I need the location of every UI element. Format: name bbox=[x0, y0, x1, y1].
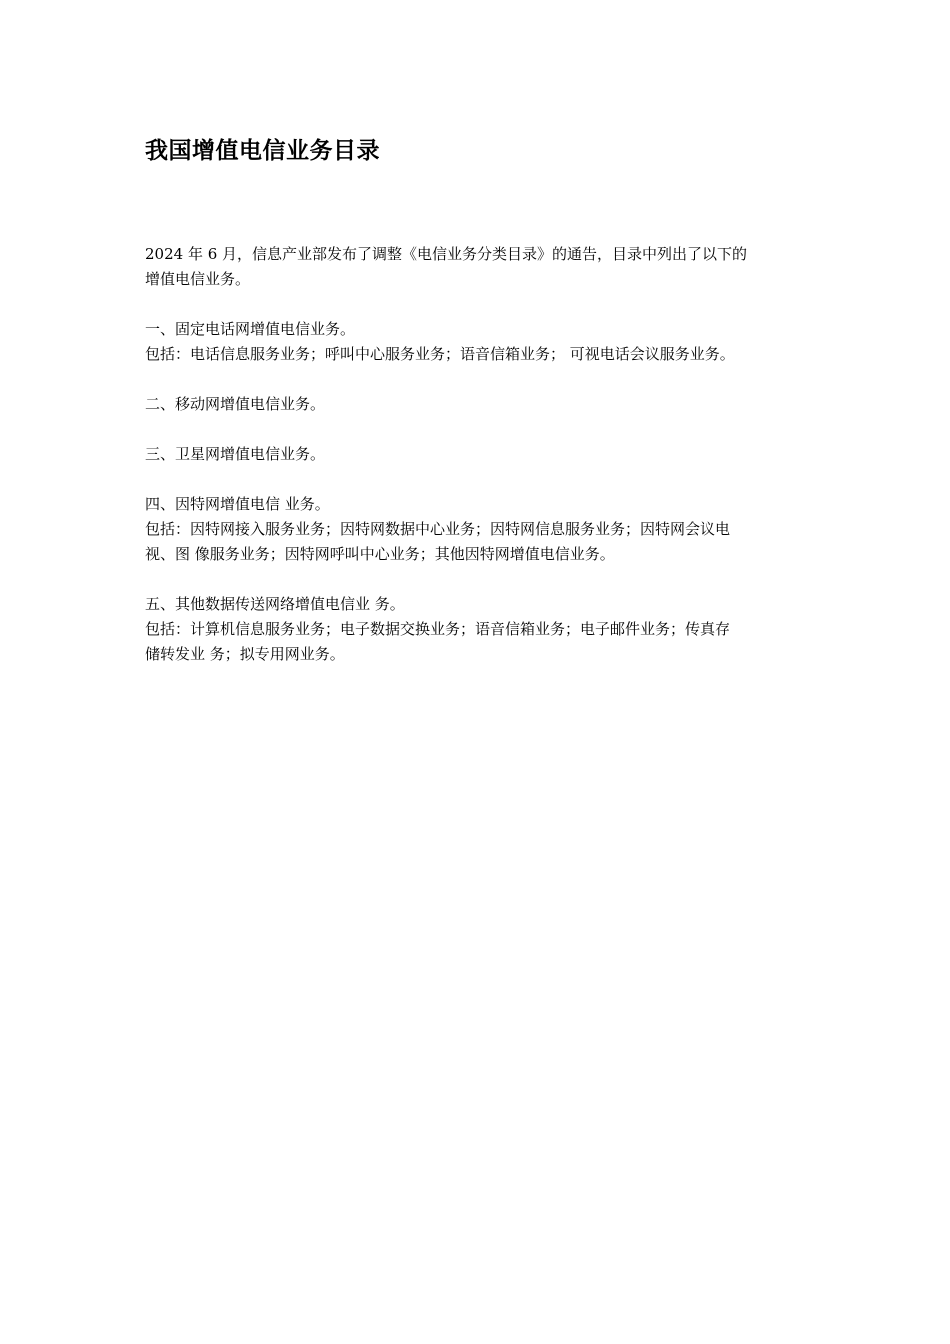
section-heading: 三、卫星网增值电信业务。 bbox=[145, 445, 326, 463]
section-detail-line: 储转发业 务；拟专用网业务。 bbox=[145, 645, 345, 663]
section-detail-line: 包括：计算机信息服务业务；电子数据交换业务；语音信箱业务；电子邮件业务；传真存 bbox=[145, 620, 731, 638]
document-body bbox=[145, 242, 807, 692]
section-internet bbox=[145, 492, 807, 567]
section-heading: 五、其他数据传送网络增值电信业 务。 bbox=[145, 595, 405, 613]
section-detail-line: 包括：电话信息服务业务；呼叫中心服务业务；语音信箱业务； 可视电话会议服务业务。 bbox=[145, 345, 735, 363]
section-other-data-network bbox=[145, 592, 807, 667]
section-detail-line: 视、图 像服务业务；因特网呼叫中心业务；其他因特网增值电信业务。 bbox=[145, 545, 615, 563]
section-heading: 四、因特网增值电信 业务。 bbox=[145, 495, 330, 513]
section-heading: 一、固定电话网增值电信业务。 bbox=[145, 320, 356, 338]
section-satellite-network bbox=[145, 442, 807, 467]
section-detail-line: 包括：因特网接入服务业务；因特网数据中心业务；因特网信息服务业务；因特网会议电 bbox=[145, 520, 731, 538]
intro-paragraph bbox=[145, 242, 807, 292]
section-mobile-network bbox=[145, 392, 807, 417]
intro-line: 2024 年 6 月，信息产业部发布了调整《电信业务分类目录》的通告，目录中列出了以下的 bbox=[145, 245, 748, 263]
intro-line: 增值电信业务。 bbox=[145, 270, 251, 288]
section-fixed-network bbox=[145, 317, 807, 367]
section-heading: 二、移动网增值电信业务。 bbox=[145, 395, 326, 413]
page-title: 我国增值电信业务目录 bbox=[145, 138, 380, 164]
